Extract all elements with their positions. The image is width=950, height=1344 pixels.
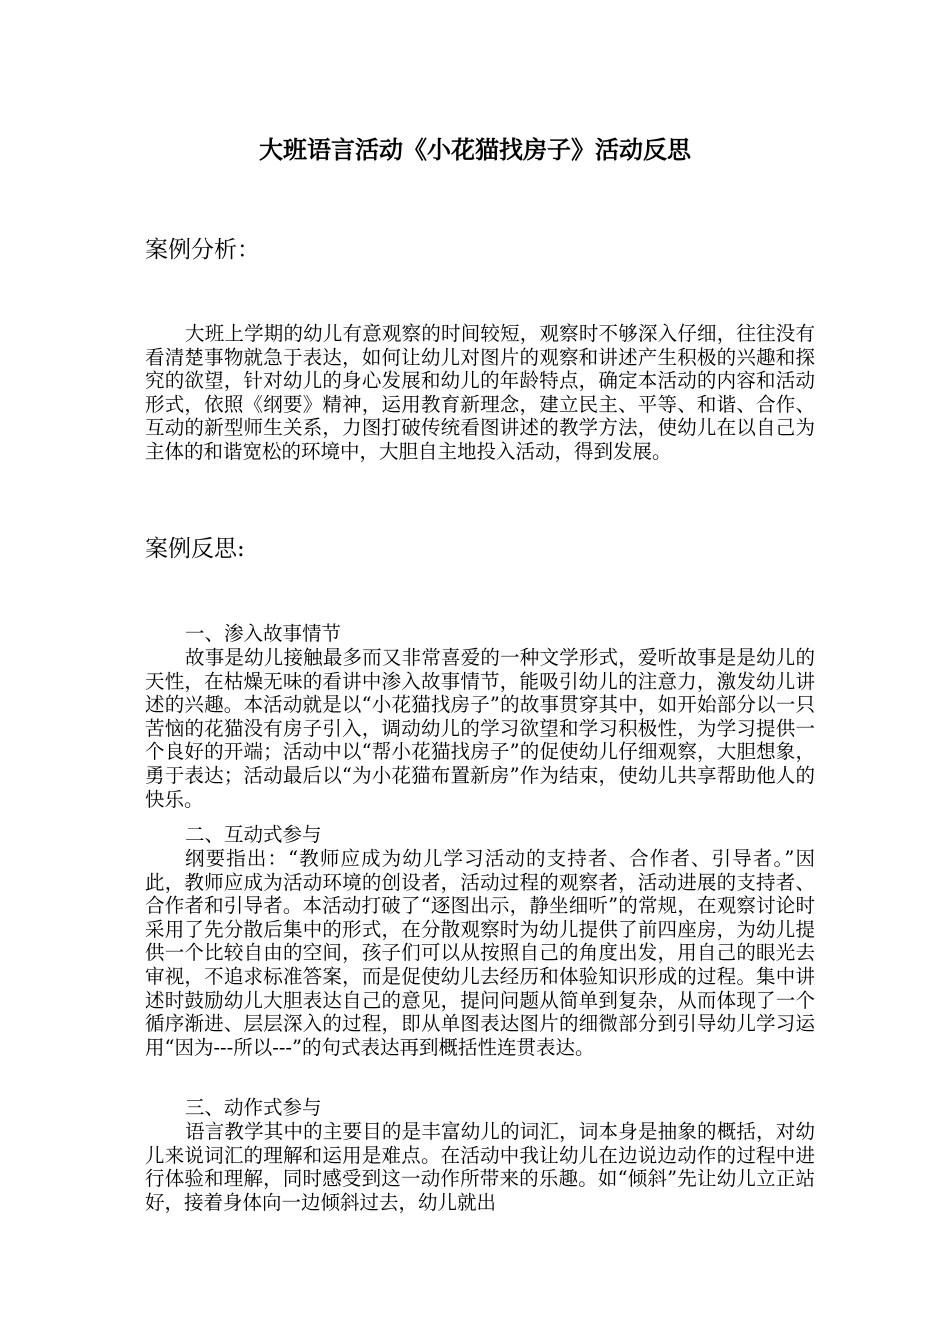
point-paragraph-2: 纲要指出：“教师应成为幼儿学习活动的支持者、合作者、引导者。”因此，教师应成为活动环境的创设者，活动过程的观察者，活动进展的支持者、合作者和引导者。本活动打破了“逐图出示，静坐细听”的常规，在观察讨论时采用了先分散后集中的形式，在分散观察时为幼儿提供了前四座房，为幼儿提供一个比较自由的空间，孩子们可以从按照自己的角度出发，用自己的眼光去审视，不追求标准答案，而是促使幼儿去经历和体验知识形成的过程。集中讲述时鼓励幼儿大胆表达自己的意见，提问问题从简单到复杂，从而体现了一个循序渐进、层层深入的过程，即从单图表达图片的细微部分到引导幼儿学习运用“因为---所以---”的句式表达再到概括性连贯表达。 bbox=[145, 847, 815, 1059]
point-paragraph-3: 语言教学其中的主要目的是丰富幼儿的词汇，词本身是抽象的概括，对幼儿来说词汇的理解和运用是难点。在活动中我让幼儿在边说边动作的过程中进行体验和理解，同时感受到这一动作所带来的乐趣。如“倾斜”先让幼儿立正站好，接着身体向一边倾斜过去，幼儿就出 bbox=[145, 1120, 815, 1214]
point-paragraph-1: 故事是幼儿接触最多而又非常喜爱的一种文学形式，爱听故事是是幼儿的天性，在枯燥无味的看讲中渗入故事情节，能吸引幼儿的注意力，激发幼儿讲述的兴趣。本活动就是以“小花猫找房子”的故事贯穿其中，如开始部分以一只苦恼的花猫没有房子引入，调动幼儿的学习欲望和学习积极性，为学习提供一个良好的开端；活动中以“帮小花猫找房子”的促使幼儿仔细观察，大胆想象，勇于表达；活动最后以“为小花猫布置新房”作为结束，使幼儿共享帮助他人的快乐。 bbox=[145, 646, 815, 811]
document-title: 大班语言活动《小花猫找房子》活动反思 bbox=[259, 135, 691, 164]
point-heading-2: 二、互动式参与 bbox=[185, 823, 322, 846]
point-heading-3: 三、动作式参与 bbox=[185, 1096, 322, 1119]
section-heading-reflection: 案例反思: bbox=[145, 536, 245, 562]
analysis-paragraph: 大班上学期的幼儿有意观察的时间较短，观察时不够深入仔细，往往没有看清楚事物就急于表达，如何让幼儿对图片的观察和讲述产生积极的兴趣和探究的欲望，针对幼儿的身心发展和幼儿的年龄特点，确定本活动的内容和活动形式，依照《纲要》精神，运用教育新理念，建立民主、平等、和谐、合作、互动的新型师生关系，力图打破传统看图讲述的教学方法，使幼儿在以自己为主体的和谐宽松的环境中，大胆自主地投入活动，得到发展。 bbox=[145, 322, 815, 463]
section-heading-analysis: 案例分析： bbox=[145, 237, 260, 263]
point-heading-1: 一、渗入故事情节 bbox=[185, 622, 342, 645]
